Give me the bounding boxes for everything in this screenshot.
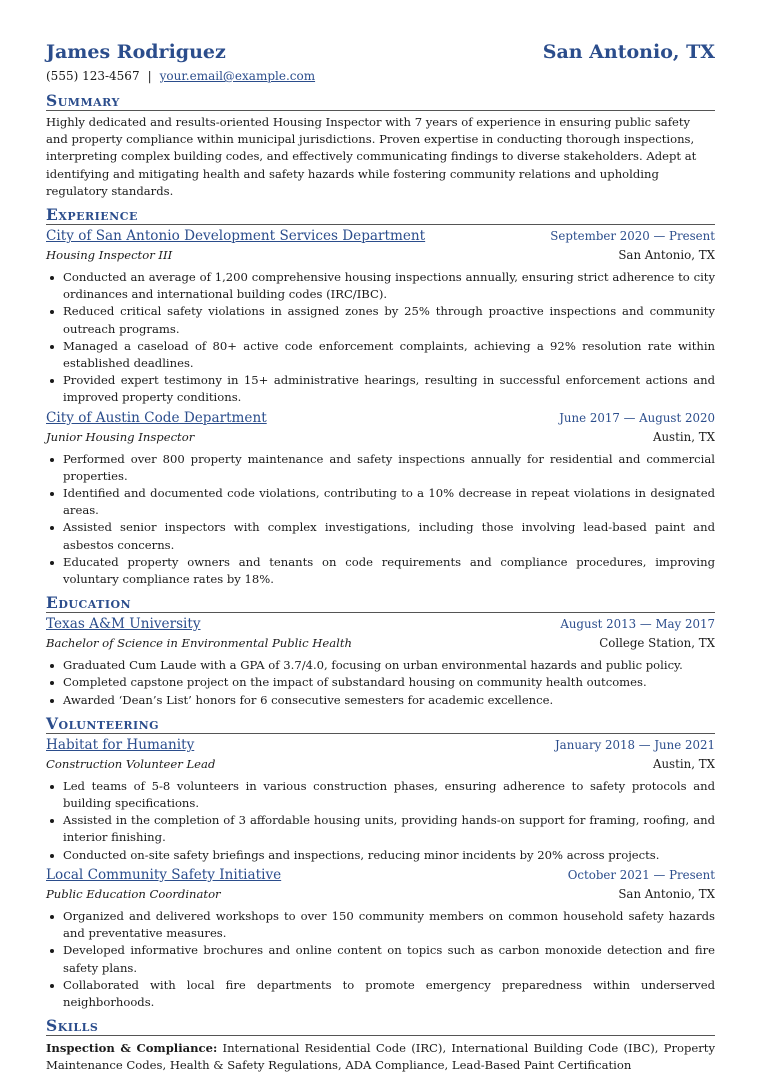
list-item: Conducted on-site safety briefings and inspections, reducing minor incidents by 20% across projects. [46,847,715,864]
summary-section [46,91,715,200]
entry-role: Construction Volunteer Lead [46,756,216,771]
list-item: Collaborated with local fire departments to promote emergency preparedness within underserved neighborhoods. [46,977,715,1011]
skills-text [46,1040,715,1074]
entry-dates: September 2020 — Present [550,229,715,244]
resume-page [46,38,715,1075]
organization-link[interactable]: Texas A&M University [46,616,201,633]
experience-section [46,205,715,588]
skills-section [46,1016,715,1074]
list-item: Led teams of 5-8 volunteers in various construction phases, ensuring adherence to safety protocols and building specifications. [46,778,715,812]
summary-text: Highly dedicated and results-oriented Housing Inspector with 7 years of experience in ensuring public safety and property compliance within municipal jurisdictions. Proven expertise in conducting thorough inspections, interpreting complex building codes, and effectively communicating findings to diverse stakeholders. Adept at identifying and mitigating health and safety hazards while fostering community relations and upholding regulatory standards. [46,115,697,198]
list-item: Assisted senior inspectors with complex investigations, including those involving lead-based paint and asbestos concerns. [46,519,715,553]
organization-link[interactable]: Local Community Safety Initiative [46,866,282,883]
experience-entry [46,227,715,407]
list-item: Graduated Cum Laude with a GPA of 3.7/4.0, focusing on urban environmental hazards and public policy. [46,657,715,674]
entry-role: Housing Inspector III [46,248,173,263]
skills-category-label: Inspection & Compliance: [46,1041,218,1056]
entry-role: Bachelor of Science in Environmental Public Health [46,636,352,651]
section-heading: Volunteering [46,714,715,734]
section-heading: Experience [46,205,715,225]
entry-dates: August 2013 — May 2017 [560,617,715,632]
list-item: Performed over 800 property maintenance and safety inspections annually for residential and commercial properties. [46,451,715,485]
bullet-list [46,908,715,1011]
list-item: Developed informative brochures and online content on topics such as carbon monoxide detection and fire safety plans. [46,942,715,976]
volunteering-entry [46,866,715,1011]
entry-place: San Antonio, TX [618,886,715,901]
entry-role: Public Education Coordinator [46,886,221,901]
candidate-name: James Rodriguez [46,41,226,63]
entry-dates: October 2021 — Present [567,867,715,882]
bullet-list [46,657,715,709]
list-item: Identified and documented code violations, contributing to a 10% decrease in repeat violations in designated areas. [46,485,715,519]
entry-role: Junior Housing Inspector [46,429,195,444]
bullet-list [46,269,715,407]
bullet-list [46,778,715,864]
email-link[interactable]: your.email@example.com [159,69,316,83]
list-item: Awarded ‘Dean’s List’ honors for 6 consecutive semesters for academic excellence. [46,692,715,709]
list-item: Educated property owners and tenants on code requirements and compliance procedures, improving voluntary compliance rates by 18%. [46,554,715,588]
list-item: Managed a caseload of 80+ active code enforcement complaints, achieving a 92% resolution rate within established deadlines. [46,338,715,372]
skills-list: International Residential Code (IRC), International Building Code (IBC), Property Maintenance Codes, Health & Safety Regulations, ADA Compliance, Lead-Based Paint Certification [46,1041,716,1073]
volunteering-entry [46,736,715,864]
organization-link[interactable]: Habitat for Humanity [46,736,195,753]
bullet-list [46,451,715,589]
list-item: Assisted in the completion of 3 affordable housing units, providing hands-on support for framing, roofing, and interior finishing. [46,812,715,846]
contact-separator: | [147,69,152,83]
list-item: Completed capstone project on the impact of substandard housing on community health outcomes. [46,674,715,691]
section-heading: Education [46,593,715,613]
entry-place: College Station, TX [599,636,715,651]
phone-number: (555) 123-4567 [46,69,140,83]
list-item: Reduced critical safety violations in assigned zones by 25% through proactive inspections and community outreach programs. [46,303,715,337]
candidate-location: San Antonio, TX [542,41,715,63]
entry-place: Austin, TX [652,756,715,771]
entry-place: Austin, TX [652,429,715,444]
volunteering-section [46,714,715,1011]
education-entry [46,615,715,709]
section-heading: Summary [46,91,715,111]
experience-entry [46,409,715,589]
list-item: Conducted an average of 1,200 comprehensive housing inspections annually, ensuring strict adherence to city ordinances and international building codes (IRC/IBC). [46,269,715,303]
entry-place: San Antonio, TX [618,248,715,263]
entry-dates: June 2017 — August 2020 [559,410,715,425]
contact-line [46,67,715,86]
list-item: Organized and delivered workshops to over 150 community members on common household safety hazards and preventative measures. [46,908,715,942]
education-section [46,593,715,709]
organization-link[interactable]: City of Austin Code Department [46,409,267,426]
resume-header [46,38,715,66]
list-item: Provided expert testimony in 15+ administrative hearings, resulting in successful enforcement actions and improved property conditions. [46,372,715,406]
section-heading: Skills [46,1016,715,1036]
entry-dates: January 2018 — June 2021 [554,737,715,752]
organization-link[interactable]: City of San Antonio Development Services Department [46,228,426,245]
